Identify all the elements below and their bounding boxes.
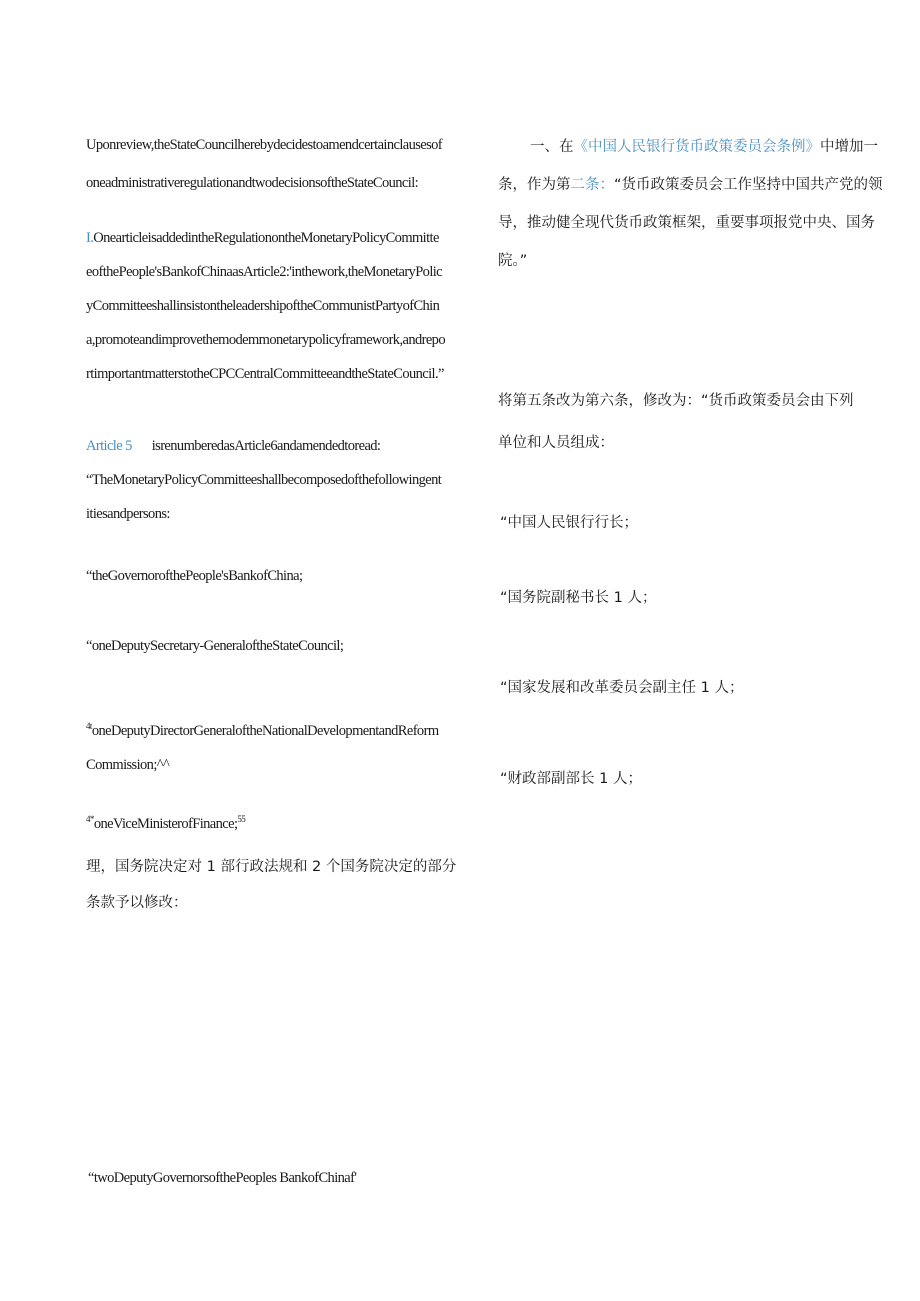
member-deputy-secretary-zh: “国务院副秘书长 1 人； — [500, 590, 657, 606]
article-1-line: I.OnearticleisaddedintheRegulationontheMonetaryPolicyCommitte — [86, 230, 439, 246]
ndrc-marker: 4t — [86, 721, 92, 731]
intro-paragraph — [86, 126, 442, 202]
member-deputy-governors: “twoDeputyGovernorsofthePeople‍s BankofChinaf' — [88, 1170, 357, 1186]
member-ndrc: $^{4t}$oneDeputyDirectorGeneraloftheNationalDevelopmentandReform Commission;^^ — [86, 721, 439, 773]
article-1-marker: I. — [86, 230, 94, 246]
article-5-line: itiesandpersons: — [86, 506, 170, 522]
article-5-paragraph — [86, 429, 441, 531]
chinese-intro-fragment: 理，国务院决定对 1 部行政法规和 2 个国务院决定的部分 条款予以修改： — [86, 859, 457, 911]
article-1-line: a,promoteandimprovethemodemmonetarypolicyframework,andrepo — [86, 332, 445, 348]
member-governor-zh: “中国人民银行行长； — [500, 515, 639, 531]
article-1-line: eofthePeople'sBankofChinaasArticle2:'inthework,theMonetaryPolic — [86, 264, 443, 280]
article-1-line: yCommitteeshallinsistontheleadershipoftheCommunistPartyofChin — [86, 298, 440, 314]
finance-marker: 4* — [86, 814, 94, 824]
regulation-title-link[interactable]: 《中国人民银行货币政策委员会条例》 — [573, 139, 820, 155]
article-1-line: rtimportantmatterstotheCPCCentralCommitteeandtheStateCouncil.” — [86, 366, 444, 382]
item-1-paragraph: 一、在《中国人民银行货币政策委员会条例》中增加一 条，作为第二条：“货币政策委员会工作坚持中国共产党的领 导，推动健全现代货币政策框架，重要事项报党中央、国务 院。” — [498, 139, 883, 269]
member-deputy-secretary: “oneDeputySecretary-GeneraloftheStateCouncil; — [86, 638, 344, 654]
intro-line: Uponreview,theStateCouncilherebydecidestoamendcertainclausesof — [86, 137, 443, 153]
item-2-paragraph: 将第五条改为第六条，修改为：“货币政策委员会由下列 单位和人员组成： — [498, 393, 854, 451]
intro-line: oneadministrativeregulationandtwodecisionsoftheStateCouncil: — [86, 175, 419, 191]
article-2-label: 二条： — [570, 177, 614, 193]
member-finance-zh: “财政部副部长 1 人； — [500, 771, 642, 787]
finance-suffix: 55 — [237, 814, 246, 824]
article-5-label: Article 5 — [86, 438, 132, 454]
member-ndrc-zh: “国家发展和改革委员会副主任 1 人； — [500, 680, 744, 696]
article-5-heading: Article 5 isrenumberedasArticle6andamendedtoread: — [86, 438, 381, 454]
article-1-paragraph — [86, 221, 445, 391]
member-governor: “theGovernoroftheP​eople'sBankofChina; — [86, 568, 303, 584]
member-finance: $^{4*}$oneViceMinisterofFinance;$^{55}$ — [86, 814, 246, 832]
article-5-line: “TheMonetaryPolicyCommitteeshallbecomposedofthefollowingent — [86, 472, 442, 488]
